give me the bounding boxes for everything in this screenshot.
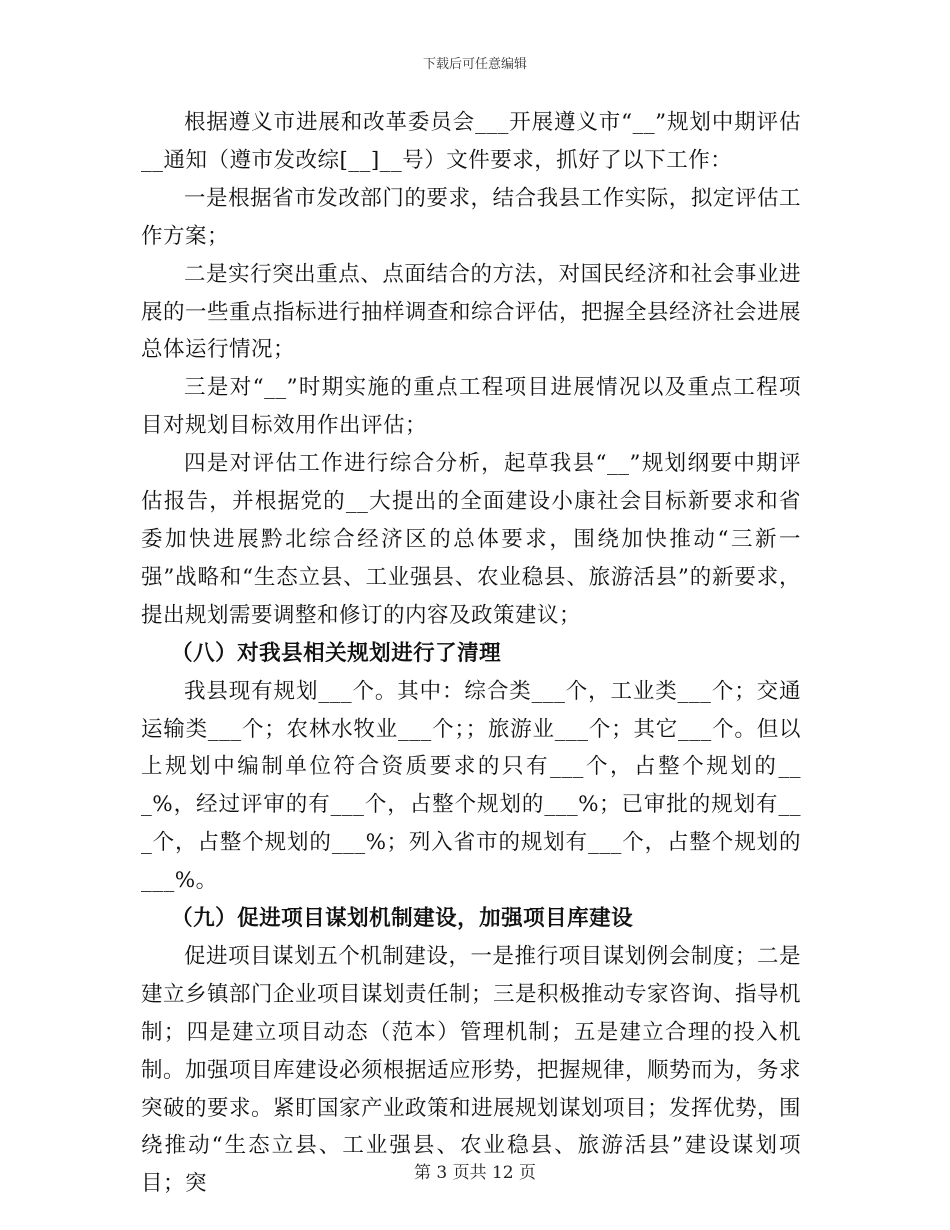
paragraph-intro: 根据遵义市进展和改革委员会___开展遵义市“__”规划中期评估__通知（遵市发改综[__]__号）文件要求，抓好了以下工作： [141,110,801,173]
paragraph-item-four: 四是对评估工作进行综合分析，起草我县“__”规划纲要中期评估报告，并根据党的__大提出的全面建设小康社会目标新要求和省委加快进展黔北综合经济区的总体要求，围绕加快推动“三新一强”战略和“生态立县、工业强县、农业稳县、旅游活县”的新要求，提出规划需要调整和修订的内容及政策建议； [141,451,801,628]
paragraph-item-one: 一是根据省市发改部门的要求，结合我县工作实际，拟定评估工作方案； [141,185,801,249]
paragraph-item-two: 二是实行突出重点、点面结合的方法，对国民经济和社会事业进展的一些重点指标进行抽样调查和综合评估，把握全县经济社会进展总体运行情况； [141,261,802,363]
section-8-heading: （八）对我县相关规划进行了清理 [171,640,502,666]
document-body [141,104,801,1203]
page-header: 下载后可任意编辑 [422,57,527,72]
section-8-body: 我县现有规划___个。其中：综合类___个，工业类___个；交通运输类___个；农林水牧业___个；；旅游业___个；其它___个。但以上规划中编制单位符合资质要求的只有___个，占整个规划的___%，经过评审的有___个，占整个规划的___%；已审批的规划有___个，占整个规划的___%；列入省市的规划有___个，占整个规划的___%。 [141,678,801,894]
paragraph-item-three: 三是对“__”时期实施的重点工程项目进展情况以及重点工程项目对规划目标效用作出评估； [141,375,801,439]
section-9-heading: （九）促进项目谋划机制建设，加强项目库建设 [171,906,634,932]
section-9-body: 促进项目谋划五个机制建设，一是推行项目谋划例会制度；二是建立乡镇部门企业项目谋划责任制；三是积极推动专家咨询、指导机制；四是建立项目动态（范本）管理机制；五是建立合理的投入机制。加强项目库建设必须根据适应形势，把握规律，顺势而为，务求突破的要求。紧盯国家产业政策和进展规划谋划项目；发挥优势，围绕推动“生态立县、工业强县、农业稳县、旅游活县”建设谋划项目；突 [141,943,802,1197]
page-footer: 第 3 页共 12 页 [413,1163,537,1183]
